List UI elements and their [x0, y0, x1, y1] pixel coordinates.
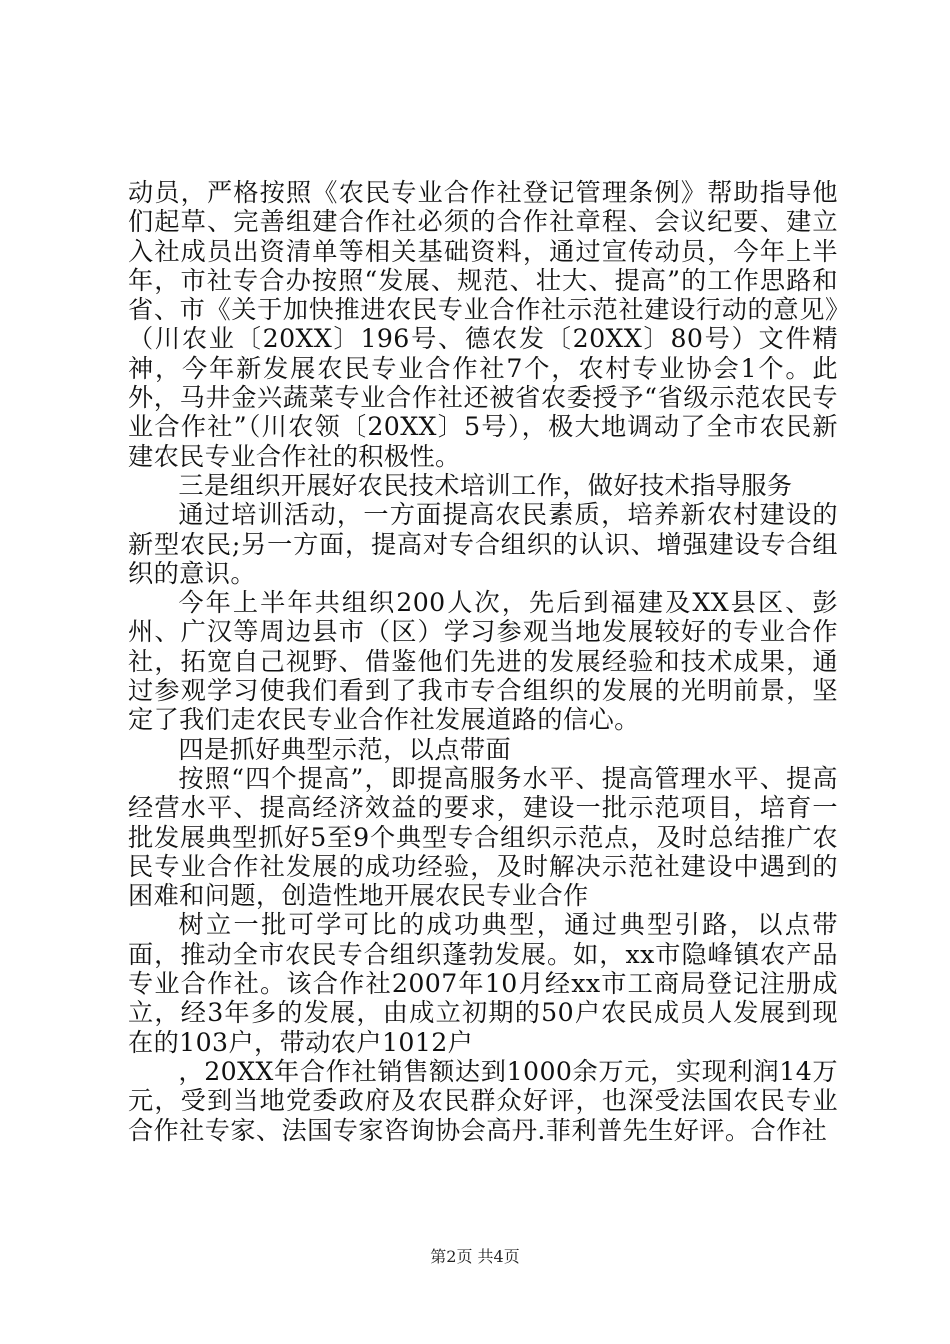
paragraph-continuation: 动员，严格按照《农民专业合作社登记管理条例》帮助指导他们起草、完善组建合作社必须的合作社章程、会议纪要、建立入社成员出资清单等相关基础资料，通过宣传动员，今年上半年，市社专合办按照“发展、规范、壮大、提高”的工作思路和省、市《关于加快推进农民专业合作社示范社建设行动的意见》（川农业〔20XX〕196号、德农发〔20XX〕80号）文件精神，今年新发展农民专业合作社7个，农村专业协会1个。此外，马井金兴蔬菜专业合作社还被省农委授予“省级示范农民专业合作社”（川农领〔20XX〕5号），极大地调动了全市农民新建农民专业合作社的积极性。 — [128, 178, 838, 471]
document-body — [128, 178, 838, 1145]
section-heading-demonstration: 四是抓好典型示范，以点带面 — [178, 734, 512, 764]
paragraph-study-tour: 今年上半年共组织200人次，先后到福建及XX县区、彭州、广汉等周边县市（区）学习参观当地发展较好的专业合作社，拓宽自己视野、借鉴他们先进的发展经验和技术成果，通过参观学习使我们看到了我市专合组织的发展的光明前景，坚定了我们走农民专业合作社发展道路的信心。 — [128, 588, 838, 735]
paragraph-sales-results: ，20XX年合作社销售额达到1000余万元，实现利润14万元，受到当地党委政府及农民群众好评，也深受法国农民专业合作社专家、法国专家咨询协会高丹.菲利普先生好评。合作社 — [128, 1056, 838, 1145]
paragraph-four-improvements: 按照“四个提高”，即提高服务水平、提高管理水平、提高经营水平、提高经济效益的要求，建设一批示范项目，培育一批发展典型抓好5至9个典型专合组织示范点，及时总结推广农民专业合作社发展的成功经验，及时解决示范社建设中遇到的困难和问题，创造性地开展农民专业合作 — [128, 763, 838, 911]
paragraph-successful-model: 树立一批可学可比的成功典型，通过典型引路，以点带面，推动全市农民专合组织蓬勃发展。如，xx市隐峰镇农产品专业合作社。该合作社2007年10月经xx市工商局登记注册成立，经3年多的发展，由成立初期的50户农民成员人发展到现在的103户，带动农户1012户 — [128, 910, 838, 1057]
paragraph-training-purpose: 通过培训活动，一方面提高农民素质，培养新农村建设的新型农民;另一方面，提高对专合组织的认识、增强建设专合组织的意识。 — [128, 500, 838, 588]
section-heading-training: 三是组织开展好农民技术培训工作，做好技术指导服务 — [178, 470, 793, 500]
page-number-footer: 第2页 共4页 — [430, 1247, 520, 1266]
